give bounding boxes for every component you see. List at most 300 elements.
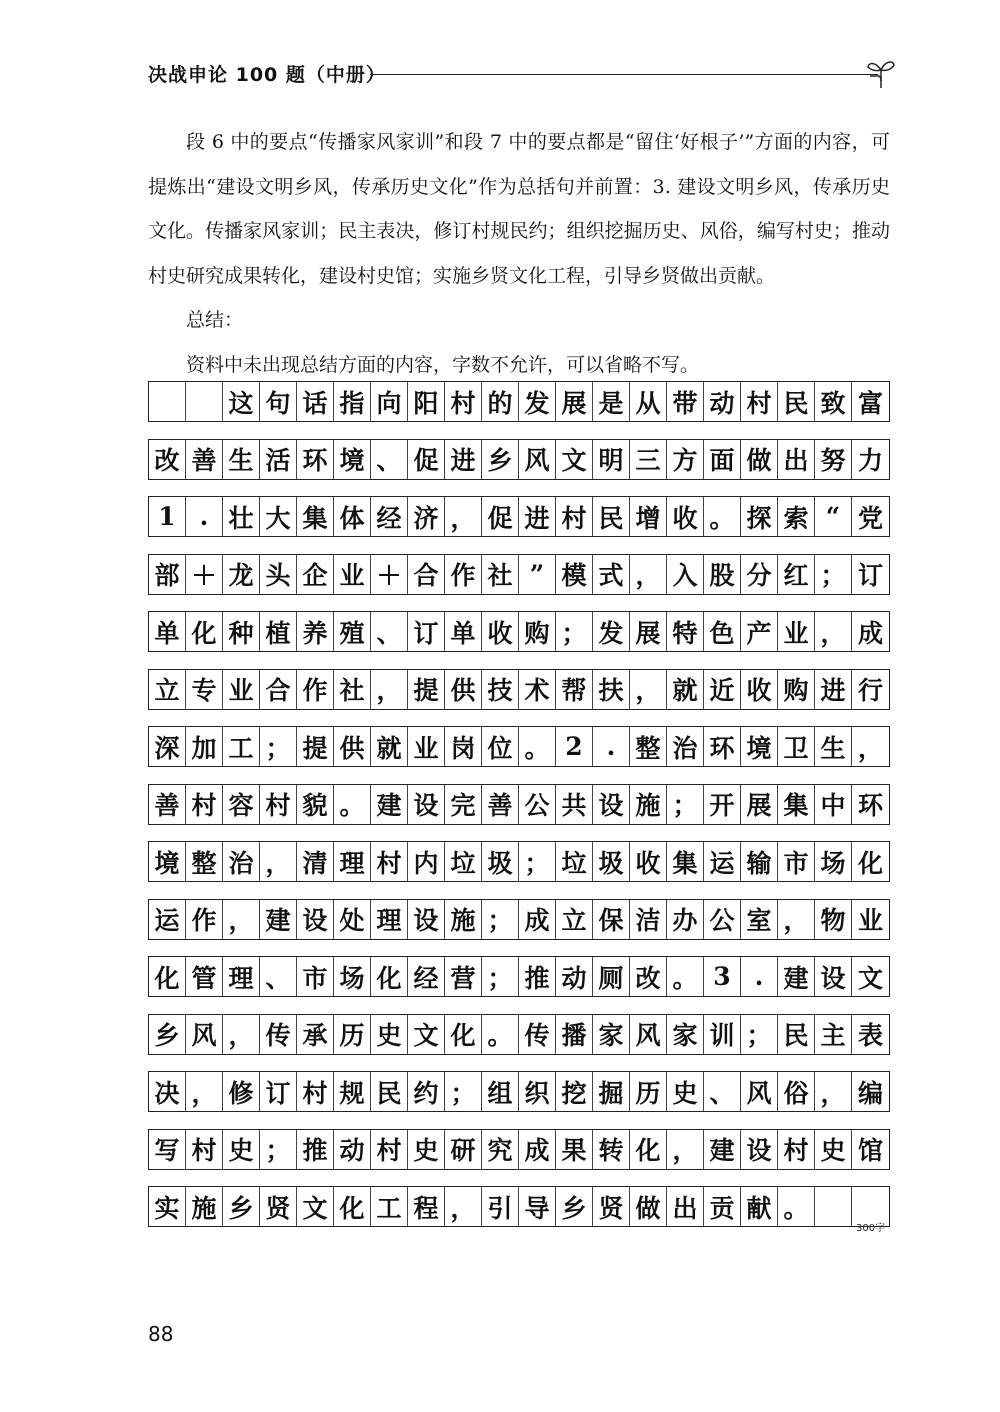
grid-cell: 市 — [778, 842, 815, 881]
grid-cell: 办 — [667, 900, 704, 939]
grid-cell: 收 — [667, 497, 704, 536]
grid-cell: 村 — [186, 1130, 223, 1169]
grid-cell: ； — [482, 957, 519, 996]
grid-cell: 风 — [741, 1072, 778, 1111]
grid-cell: 施 — [186, 1187, 223, 1226]
grid-cell: 容 — [223, 785, 260, 824]
grid-cell: 洁 — [630, 900, 667, 939]
grid-cell: 展 — [630, 612, 667, 651]
grid-cell: 史 — [223, 1130, 260, 1169]
grid-cell: 引 — [482, 1187, 519, 1226]
grid-cell: 建 — [704, 1130, 741, 1169]
grid-cell: 境 — [741, 727, 778, 766]
grid-cell: 就 — [667, 670, 704, 709]
grid-cell: 乡 — [482, 440, 519, 479]
grid-cell: ， — [260, 842, 297, 881]
grid-cell: 收 — [630, 842, 667, 881]
header-rule — [370, 74, 878, 75]
grid-cell: 、 — [704, 1072, 741, 1111]
grid-cell: 历 — [630, 1072, 667, 1111]
grid-cell: . — [186, 497, 223, 536]
grid-cell: 传 — [260, 1015, 297, 1054]
grid-cell: 岗 — [445, 727, 482, 766]
grid-cell: 社 — [482, 555, 519, 594]
grid-cell: 场 — [815, 842, 852, 881]
grid-cell: 出 — [778, 440, 815, 479]
grid-cell: 单 — [149, 612, 186, 651]
grid-cell: ， — [857, 733, 883, 763]
grid-cell: 文 — [297, 1187, 334, 1226]
grid-cell: 环 — [857, 791, 883, 820]
grid-cell: 明 — [593, 440, 630, 479]
grid-cell: 善 — [482, 785, 519, 824]
grid-cell: ； — [260, 727, 297, 766]
grid-cell: 厕 — [593, 957, 630, 996]
grid-cell: 模 — [556, 555, 593, 594]
grid-cell: 施 — [630, 785, 667, 824]
grid-cell: 完 — [445, 785, 482, 824]
grid-cell: 传 — [519, 1015, 556, 1054]
grid-cell: 种 — [223, 612, 260, 651]
grid-cell: 化 — [186, 612, 223, 651]
grid-cell: ， — [445, 1187, 482, 1226]
grid-cell: 设 — [408, 900, 445, 939]
grid-cell: 公 — [704, 900, 741, 939]
grid-cell: 这 — [223, 382, 260, 421]
grid-cell: ； — [482, 900, 519, 939]
grid-cell: 果 — [556, 1130, 593, 1169]
grid-cell: 单 — [445, 612, 482, 651]
grid-cell — [149, 382, 186, 421]
grid-cell: 。 — [704, 497, 741, 536]
grid-cell: 市 — [297, 957, 334, 996]
grid-cell: 献 — [741, 1187, 778, 1226]
grid-cell: 话 — [297, 382, 334, 421]
analysis-text — [148, 120, 890, 387]
grid-cell: 合 — [260, 670, 297, 709]
grid-row — [148, 1071, 890, 1112]
grid-cell: 头 — [260, 555, 297, 594]
grid-cell — [815, 1187, 852, 1226]
grid-cell: “ — [815, 497, 852, 536]
grid-cell: 善 — [186, 440, 223, 479]
grid-cell: 带 — [667, 382, 704, 421]
grid-cell: 民 — [778, 382, 815, 421]
grid-cell: ， — [630, 670, 667, 709]
grid-cell: 业 — [223, 670, 260, 709]
grid-row — [148, 841, 890, 882]
grid-cell: 集 — [667, 842, 704, 881]
grid-cell: 壮 — [223, 497, 260, 536]
grid-cell: 营 — [445, 957, 482, 996]
grid-row — [148, 1129, 890, 1170]
grid-cell: 发 — [593, 612, 630, 651]
grid-cell: 植 — [260, 612, 297, 651]
grid-cell: ＋ — [186, 555, 223, 594]
grid-cell: 主 — [815, 1015, 852, 1054]
grid-row — [148, 726, 890, 767]
grid-cell: 力 — [857, 446, 883, 475]
grid-cell: 展 — [741, 785, 778, 824]
grid-cell: 史 — [667, 1072, 704, 1111]
grid-cell: ， — [223, 1015, 260, 1054]
grid-cell: 股 — [704, 555, 741, 594]
grid-cell: 中 — [815, 785, 852, 824]
grid-cell: 致 — [815, 382, 852, 421]
grid-cell — [186, 382, 223, 421]
grid-cell: 进 — [815, 670, 852, 709]
grid-cell: 的 — [482, 382, 519, 421]
grid-cell: 、 — [371, 440, 408, 479]
grid-cell: 修 — [223, 1072, 260, 1111]
grid-cell: 文 — [857, 963, 883, 993]
grid-cell: 从 — [630, 382, 667, 421]
grid-cell: 三 — [630, 440, 667, 479]
grid-cell: 村 — [371, 1130, 408, 1169]
grid-cell: 位 — [482, 727, 519, 766]
grid-cell: 作 — [186, 900, 223, 939]
grid-cell: . — [741, 957, 778, 996]
grid-cell: 导 — [519, 1187, 556, 1226]
grid-cell: ； — [815, 555, 852, 594]
grid-cell: 建 — [371, 785, 408, 824]
grid-row — [148, 956, 890, 997]
paragraph-summary-point-3: 段 6 中的要点“传播家风家训”和段 7 中的要点都是“留住‘好根子’”方面的内容，可提炼出“建设文明乡风，传承历史文化”作为总括句并前置：3. 建设文明乡风，传承历史文化。传播家风家训；民主表决，修订村规民约；组织挖掘历史、风俗，编写村史；推动村史研究成果转化，建设村史馆；实施乡贤文化工程，引导乡贤做出贡献。 — [148, 131, 890, 287]
grid-cell: 约 — [408, 1072, 445, 1111]
grid-cell: 收 — [741, 670, 778, 709]
grid-cell: ， — [630, 555, 667, 594]
grid-cell: 红 — [778, 555, 815, 594]
grid-cell: 民 — [778, 1015, 815, 1054]
grid-cell: 工 — [223, 727, 260, 766]
grid-cell: 运 — [149, 900, 186, 939]
grid-cell: 指 — [334, 382, 371, 421]
grid-cell: 史 — [371, 1015, 408, 1054]
grid-cell: 立 — [149, 670, 186, 709]
grid-row — [148, 669, 890, 710]
grid-cell: 实 — [149, 1187, 186, 1226]
grid-cell: 养 — [297, 612, 334, 651]
grid-cell: 改 — [630, 957, 667, 996]
grid-cell: 历 — [334, 1015, 371, 1054]
book-title: 决战申论 100 题（中册） — [148, 64, 386, 86]
grid-cell: 业 — [778, 612, 815, 651]
grid-cell: 推 — [297, 1130, 334, 1169]
grid-cell: 成 — [519, 900, 556, 939]
grid-cell: ” — [519, 555, 556, 594]
grid-cell: 供 — [445, 670, 482, 709]
grid-cell: 贤 — [593, 1187, 630, 1226]
grid-cell: 专 — [186, 670, 223, 709]
grid-row — [148, 611, 890, 652]
grid-cell: 方 — [667, 440, 704, 479]
grid-cell: 购 — [519, 612, 556, 651]
grid-cell: 播 — [556, 1015, 593, 1054]
grid-cell: 动 — [556, 957, 593, 996]
grid-cell: 俗 — [778, 1072, 815, 1111]
grid-cell: 3 — [704, 957, 741, 996]
grid-cell: 就 — [371, 727, 408, 766]
page-number: 88 — [148, 1322, 174, 1346]
grid-cell: 收 — [482, 612, 519, 651]
grid-cell: 探 — [741, 497, 778, 536]
grid-cell: 究 — [482, 1130, 519, 1169]
grid-cell: 文 — [556, 440, 593, 479]
grid-cell: ， — [778, 900, 815, 939]
grid-cell: 深 — [149, 727, 186, 766]
grid-cell: 入 — [667, 555, 704, 594]
grid-cell: 企 — [297, 555, 334, 594]
grid-cell: 贤 — [260, 1187, 297, 1226]
grid-cell: 室 — [741, 900, 778, 939]
grid-cell: 圾 — [482, 842, 519, 881]
grid-cell: ， — [186, 1072, 223, 1111]
grid-cell: 建 — [260, 900, 297, 939]
grid-cell: 程 — [408, 1187, 445, 1226]
grid-cell: 贡 — [704, 1187, 741, 1226]
grid-cell: 大 — [260, 497, 297, 536]
page-header — [148, 54, 888, 94]
grid-cell: 村 — [778, 1130, 815, 1169]
grid-cell: 理 — [334, 842, 371, 881]
grid-cell: 订 — [857, 561, 883, 590]
grid-cell: 织 — [519, 1072, 556, 1111]
grid-cell: 加 — [186, 727, 223, 766]
grid-cell: 管 — [186, 957, 223, 996]
grid-cell: 输 — [741, 842, 778, 881]
grid-cell: 民 — [371, 1072, 408, 1111]
grid-cell: 发 — [519, 382, 556, 421]
grid-cell: 扶 — [593, 670, 630, 709]
grid-cell: 善 — [149, 785, 186, 824]
grid-cell: 公 — [519, 785, 556, 824]
grid-cell: 编 — [857, 1078, 883, 1108]
grid-cell: 村 — [445, 382, 482, 421]
grid-cell: 工 — [371, 1187, 408, 1226]
paragraph-conclusion-note: 资料中未出现总结方面的内容，字数不允许，可以省略不写。 — [186, 353, 700, 376]
grid-cell: 掘 — [593, 1072, 630, 1111]
grid-cell: 处 — [334, 900, 371, 939]
grid-cell: 乡 — [149, 1015, 186, 1054]
grid-cell: 帮 — [556, 670, 593, 709]
grid-cell: 化 — [857, 848, 883, 878]
grid-cell: 面 — [704, 440, 741, 479]
grid-cell: 物 — [815, 900, 852, 939]
grid-cell: ＋ — [371, 555, 408, 594]
grid-cell: 业 — [408, 727, 445, 766]
grid-cell: 设 — [593, 785, 630, 824]
word-count-label: 300字 — [856, 1223, 886, 1234]
grid-cell: 努 — [815, 440, 852, 479]
grid-row — [148, 899, 890, 940]
grid-cell: 合 — [408, 555, 445, 594]
grid-cell: 做 — [630, 1187, 667, 1226]
grid-cell: 业 — [857, 906, 883, 935]
grid-cell: 化 — [334, 1187, 371, 1226]
grid-cell: 订 — [408, 612, 445, 651]
grid-cell: ； — [519, 842, 556, 881]
grid-cell: 决 — [149, 1072, 186, 1111]
grid-cell: 转 — [593, 1130, 630, 1169]
grid-cell: 村 — [260, 785, 297, 824]
grid-cell: 成 — [519, 1130, 556, 1169]
grid-cell: 馆 — [857, 1136, 883, 1165]
grid-cell: 化 — [149, 957, 186, 996]
grid-cell: 表 — [857, 1021, 883, 1050]
grid-cell: 是 — [593, 382, 630, 421]
grid-cell: 体 — [334, 497, 371, 536]
grid-cell: 设 — [741, 1130, 778, 1169]
grid-cell: 共 — [556, 785, 593, 824]
grid-cell: 理 — [223, 957, 260, 996]
grid-cell: 行 — [857, 676, 883, 705]
grid-cell: 色 — [704, 612, 741, 651]
grid-cell: 经 — [371, 497, 408, 536]
grid-cell: 卫 — [778, 727, 815, 766]
grid-cell: 出 — [667, 1187, 704, 1226]
grid-cell: 家 — [667, 1015, 704, 1054]
grid-cell: 境 — [149, 842, 186, 881]
grid-cell: 。 — [482, 1015, 519, 1054]
grid-row — [148, 439, 890, 480]
grid-cell: 动 — [334, 1130, 371, 1169]
grid-cell: 设 — [408, 785, 445, 824]
grid-cell: 产 — [741, 612, 778, 651]
grid-cell: 式 — [593, 555, 630, 594]
grid-cell: ， — [223, 900, 260, 939]
answer-grid — [148, 381, 890, 1244]
grid-cell: 。 — [667, 957, 704, 996]
grid-cell: 整 — [186, 842, 223, 881]
grid-cell: 改 — [149, 440, 186, 479]
grid-cell: 承 — [297, 1015, 334, 1054]
grid-cell: 村 — [371, 842, 408, 881]
grid-cell: 动 — [704, 382, 741, 421]
grid-cell: ， — [815, 612, 852, 651]
grid-cell: 促 — [482, 497, 519, 536]
grid-cell: 垃 — [445, 842, 482, 881]
grid-cell: 化 — [371, 957, 408, 996]
grid-cell: 乡 — [223, 1187, 260, 1226]
grid-cell: 2 — [556, 727, 593, 766]
grid-cell: 规 — [334, 1072, 371, 1111]
grid-cell: 社 — [334, 670, 371, 709]
grid-cell: 龙 — [223, 555, 260, 594]
grid-cell: 购 — [778, 670, 815, 709]
grid-cell: 、 — [371, 612, 408, 651]
grid-cell: 促 — [408, 440, 445, 479]
grid-cell: 殖 — [334, 612, 371, 651]
grid-cell: 研 — [445, 1130, 482, 1169]
grid-cell: 圾 — [593, 842, 630, 881]
grid-cell: 村 — [186, 785, 223, 824]
grid-cell: 索 — [778, 497, 815, 536]
grid-cell: 党 — [857, 503, 883, 533]
grid-row — [148, 496, 890, 537]
grid-cell: 作 — [445, 555, 482, 594]
grid-cell: 乡 — [556, 1187, 593, 1226]
grid-cell: 提 — [297, 727, 334, 766]
grid-cell: . — [593, 727, 630, 766]
grid-cell: 业 — [334, 555, 371, 594]
grid-cell: 句 — [260, 382, 297, 421]
grid-cell: 做 — [741, 440, 778, 479]
grid-cell: 整 — [630, 727, 667, 766]
grid-cell: 阳 — [408, 382, 445, 421]
grid-cell: 设 — [297, 900, 334, 939]
grid-cell: 化 — [445, 1015, 482, 1054]
grid-cell: 经 — [408, 957, 445, 996]
grid-cell: 、 — [260, 957, 297, 996]
grid-cell: 文 — [408, 1015, 445, 1054]
grid-row — [148, 381, 890, 422]
grid-cell: 环 — [704, 727, 741, 766]
grid-cell: ； — [445, 1072, 482, 1111]
grid-cell: 组 — [482, 1072, 519, 1111]
grid-cell: ； — [741, 1015, 778, 1054]
grid-cell: 清 — [297, 842, 334, 881]
grid-cell: 推 — [519, 957, 556, 996]
grid-row — [148, 1014, 890, 1055]
grid-cell: 境 — [334, 440, 371, 479]
grid-cell: ， — [815, 1072, 852, 1111]
grid-cell: 史 — [815, 1130, 852, 1169]
grid-cell: 部 — [149, 555, 186, 594]
grid-cell: 理 — [371, 900, 408, 939]
grid-cell: 生 — [223, 440, 260, 479]
grid-cell: 挖 — [556, 1072, 593, 1111]
sprout-icon — [866, 54, 896, 90]
grid-cell: 成 — [857, 618, 883, 648]
grid-cell: 供 — [334, 727, 371, 766]
grid-row — [148, 1186, 890, 1227]
grid-cell: 貌 — [297, 785, 334, 824]
grid-cell: 村 — [741, 382, 778, 421]
grid-cell: 进 — [519, 497, 556, 536]
grid-cell: 训 — [704, 1015, 741, 1054]
grid-cell: 近 — [704, 670, 741, 709]
grid-cell: 风 — [630, 1015, 667, 1054]
grid-cell: 。 — [334, 785, 371, 824]
grid-cell: 订 — [260, 1072, 297, 1111]
grid-cell: 分 — [741, 555, 778, 594]
grid-cell: 写 — [149, 1130, 186, 1169]
grid-cell: 集 — [778, 785, 815, 824]
grid-cell: 运 — [704, 842, 741, 881]
grid-cell: 施 — [445, 900, 482, 939]
grid-cell: 1 — [149, 497, 186, 536]
grid-cell: 特 — [667, 612, 704, 651]
grid-cell: 济 — [408, 497, 445, 536]
grid-cell: 治 — [667, 727, 704, 766]
grid-cell: 提 — [408, 670, 445, 709]
grid-cell: 治 — [223, 842, 260, 881]
grid-cell: 风 — [186, 1015, 223, 1054]
grid-cell: 环 — [297, 440, 334, 479]
grid-cell: 富 — [857, 388, 883, 418]
grid-cell: 化 — [630, 1130, 667, 1169]
grid-cell: 活 — [260, 440, 297, 479]
grid-cell: 展 — [556, 382, 593, 421]
grid-cell: 保 — [593, 900, 630, 939]
grid-cell: 术 — [519, 670, 556, 709]
grid-cell: 向 — [371, 382, 408, 421]
grid-row — [148, 784, 890, 825]
grid-cell: ； — [260, 1130, 297, 1169]
grid-cell: 立 — [556, 900, 593, 939]
grid-cell: 村 — [556, 497, 593, 536]
grid-cell: ； — [556, 612, 593, 651]
